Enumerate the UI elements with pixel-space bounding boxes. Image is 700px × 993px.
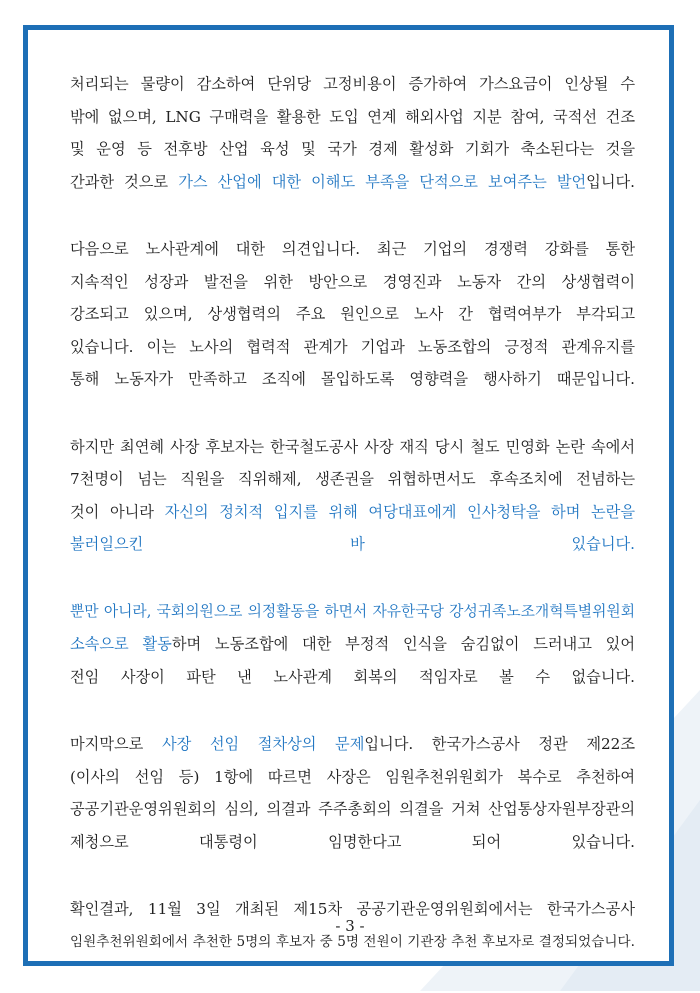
- text-line: [70, 628, 635, 661]
- body-text: 전임 사장이 파탄 낸 노사관계 회복의 적임자로 볼 수 없습니다.: [70, 667, 635, 686]
- body-text: 확인결과, 11월 3일 개최된 제15차 공공기관운영위원회에서는 한국가스공사: [70, 900, 635, 918]
- text-line: [70, 101, 635, 134]
- text-line: [70, 793, 635, 826]
- text-line: [70, 761, 635, 794]
- page-number: - 3 -: [335, 917, 365, 935]
- paragraph: [70, 431, 635, 561]
- text-line: [70, 298, 635, 331]
- text-line: [70, 331, 635, 364]
- document-body: [70, 68, 635, 993]
- body-text: 7천명이 넘는 직원을 직위해제, 생존권을 위협하면서도 후속조치에 전념하는: [70, 470, 635, 488]
- body-text: 하지만 최연혜 사장 후보자는 한국철도공사 사장 재직 당시 철도 민영화 논란 속에서: [70, 437, 635, 456]
- paragraph: [70, 596, 635, 694]
- text-line: [70, 233, 635, 266]
- body-text: 것이 아니라: [70, 502, 165, 521]
- body-text: 처리되는 물량이 감소하여 단위당 고정비용이 증가하여 가스요금이 인상될 수: [70, 75, 635, 93]
- body-text: 강조되고 있으며, 상생협력의 주요 원인으로 노사 간 협력여부가 부각되고: [70, 305, 635, 323]
- highlighted-text: 사장 선임 절차상의 문제: [161, 735, 365, 753]
- body-text: 밖에 없으며, LNG 구매력을 활용한 도입 연계 해외사업 지분 참여, 국적선 건조: [70, 107, 635, 126]
- body-text: 공공기관운영위원회의 심의, 의결과 주주총회의 의결을 거쳐 산업통상자원부장관의: [70, 800, 635, 818]
- text-line: [70, 826, 635, 859]
- text-line: [70, 363, 635, 396]
- paragraph: [70, 68, 635, 198]
- body-text: 임원추천위원회에서 추천한 5명의 후보자 중 5명 전원이 기관장 추천 후보자로 결정되었습니다.: [70, 933, 635, 950]
- body-text: 제청으로 대통령이 임명한다고 되어 있습니다.: [70, 832, 635, 851]
- text-line: [70, 728, 635, 761]
- body-text: 통해 노동자가 만족하고 조직에 몰입하도록 영향력을 행사하기 때문입니다.: [70, 370, 635, 388]
- highlighted-text: 소속으로 활동: [70, 635, 172, 653]
- text-line: [70, 596, 635, 629]
- body-text: 마지막으로: [70, 735, 162, 753]
- body-text: 간과한 것으로: [70, 172, 179, 191]
- text-line: [70, 266, 635, 299]
- highlighted-text: 가스 산업에 대한 이해도 부족을 단적으로 보여주는 발언: [178, 172, 587, 191]
- body-text: 있습니다. 이는 노사의 협력적 관계가 기업과 노동조합의 긍정적 관계유지를: [70, 337, 635, 356]
- highlighted-text: 불러일으킨 바 있습니다.: [70, 535, 635, 553]
- body-text: 입니다. 한국가스공사 정관 제22조: [364, 735, 635, 753]
- text-line: [70, 463, 635, 496]
- body-text: (이사의 선임 등) 1항에 따르면 사장은 임원추천위원회가 복수로 추천하여: [70, 767, 635, 786]
- text-line: [70, 661, 635, 694]
- text-line: [70, 528, 635, 561]
- text-line: [70, 496, 635, 529]
- highlighted-text: 자신의 정치적 입지를 위해 여당대표에게 인사청탁을 하며 논란을: [164, 502, 636, 521]
- body-text: 다음으로 노사관계에 대한 의견입니다. 최근 기업의 경쟁력 강화를 통한: [70, 240, 635, 258]
- body-text: 지속적인 성장과 발전을 위한 방안으로 경영진과 노동자 간의 상생협력이: [70, 272, 635, 291]
- text-line: [70, 133, 635, 166]
- highlighted-text: 뿐만 아니라, 국회의원으로 의정활동을 하면서 자유한국당 강성귀족노조개혁특별위원회: [70, 602, 635, 620]
- body-text: 하며 노동조합에 대한 부정적 인식을 숨김없이 드러내고 있어: [171, 635, 636, 653]
- text-line: [70, 166, 635, 199]
- paragraph: [70, 728, 635, 858]
- body-text: 입니다.: [586, 172, 635, 191]
- text-line: [70, 431, 635, 464]
- text-line: [70, 68, 635, 101]
- body-text: 및 운영 등 전후방 산업 육성 및 국가 경제 활성화 기회가 축소된다는 것을: [70, 140, 635, 158]
- paragraph: [70, 233, 635, 396]
